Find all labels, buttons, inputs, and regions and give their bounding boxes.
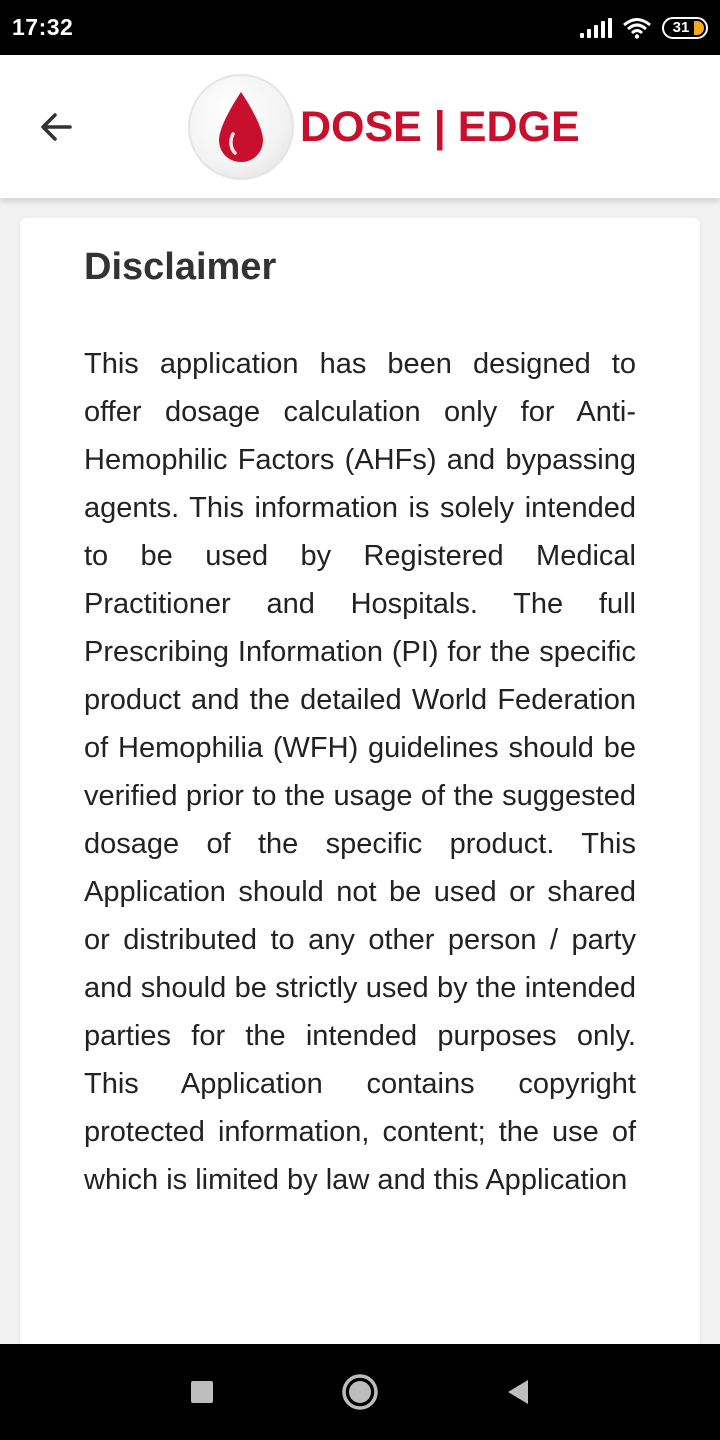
nav-back-button[interactable] <box>494 1368 542 1416</box>
logo-badge <box>188 74 294 180</box>
recents-button[interactable] <box>178 1368 226 1416</box>
status-icons <box>580 17 708 39</box>
app-logo <box>188 73 580 181</box>
disclaimer-card <box>20 218 700 1358</box>
logo-text: DOSE | EDGE <box>300 102 580 151</box>
wifi-icon <box>622 17 652 39</box>
blood-drop-icon <box>215 90 267 164</box>
page-title: Disclaimer <box>84 246 277 288</box>
back-button[interactable] <box>28 103 84 151</box>
app-header <box>0 55 720 199</box>
system-nav-bar <box>0 1344 720 1440</box>
signal-icon <box>580 18 612 38</box>
back-triangle-icon <box>504 1377 532 1407</box>
recents-square-icon <box>189 1379 215 1405</box>
arrow-left-icon <box>36 107 76 147</box>
home-circle-icon <box>340 1372 380 1412</box>
status-time: 17:32 <box>12 14 74 40</box>
home-button[interactable] <box>336 1368 384 1416</box>
status-bar <box>0 0 720 55</box>
battery-icon <box>662 17 708 39</box>
battery-level: 31 <box>672 19 690 36</box>
disclaimer-text: This application has been designed to offer dosage calculation only for Anti-Hemophilic Factors (AHFs) and bypassing agents. This information is solely intended to be used by Registered Medical Practitioner and Hospitals. The full Prescribing Information (PI) for the specific product and the detailed World Federation of Hemophilia (WFH) guidelines should be verified prior to the usage of the suggested dosage of the specific product. This Application should not be used or shared or distributed to any other person / party and should be strictly used by the intended parties for the intended purposes only. This Application contains copyright protected information, content; the use of which is limited by law and this Application <box>84 348 636 1196</box>
